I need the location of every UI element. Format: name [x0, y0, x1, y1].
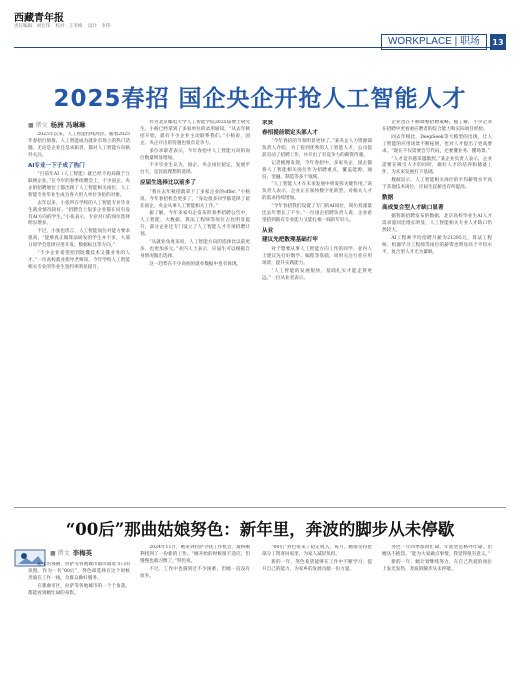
paragraph: AI工程师平均招聘月薪为21395元，算法工程师、机器学习工程师等岗位的薪资也明显高于平均水平，复合型人才尤为紧缺。	[382, 235, 492, 255]
subheading: 从业	[262, 227, 274, 234]
byline-tag: ■ 撰文	[50, 550, 70, 557]
subheading: 数据	[382, 195, 394, 202]
paragraph: “不少企业希望招到既懂技术又懂业务的人才。”一位高校就业指导老师说，今年学校人工智能相关专业的毕业生签约率明显提升。	[28, 251, 130, 270]
article1-column-1	[28, 132, 130, 502]
byline-1	[28, 120, 85, 129]
article-divider	[14, 507, 506, 508]
byline-tag: ■ 撰文	[28, 122, 48, 129]
paragraph: 数据显示，人工智能相关岗位的平均薪资水平高于其他技术岗位，应届生起薪也有所提高。	[382, 178, 492, 191]
paragraph: “人才竞争越来越激烈。”某企业负责人表示，企业需要在吸引人才的同时，做好人才的培养和储备工作，为未来发展打下基础。	[382, 156, 492, 176]
paragraph: 同去年相比，DeepSeek等大模型的出现，让人工智能的应用场景不断拓展，也对人才提出了更高要求。“现在不仅需要会写代码，还要懂业务、懂场景。”	[382, 134, 492, 154]
paragraph: “今年春招的节奏明显更快了。”某央企人力资源部负责人介绍，为了抢到优秀的人工智能人才，公司提前启动了招聘工作，并开出了有竞争力的薪资待遇。	[262, 139, 372, 158]
paragraph: 2024年11月，她来到拉萨寻找工作机会，最终顺利找到了一份新的工作。“刚开始的时候很不适应，但慢慢也就习惯了。”努色说。	[140, 545, 250, 564]
section-label: WORKPLACE | 职场	[381, 34, 487, 50]
article2-column-3	[262, 545, 372, 690]
paragraph: “00后”努色带来了稳定收入，每月，她都坚持把部分工资寄回家里，为家人减轻负担。	[262, 545, 372, 557]
page-number: 13	[490, 34, 506, 50]
paragraph: “人工智能人才在未来发展中将发挥关键作用。”该负责人表示，企业正在加快数字化转型，对相关人才的需求持续增加。	[262, 182, 372, 202]
top-rule	[14, 47, 506, 48]
paragraph: 2025年以来，人工智能持续高热。随着2025年春招行情推，人工智能成为就业市场上的热门话题。无论是企业还是求职者，都对人工智能方向格外关注。	[28, 132, 130, 158]
byline-2	[50, 548, 92, 557]
paragraph: “目前年AI（人工智能）就已经不再局限于互联网企业。”在今年的春季招聘会上，不少国企、央企的招聘展位上都出现了人工智能相关岗位，人工智能专业毕业生成为各大用人单位争抢的对象。	[28, 172, 130, 198]
meta-designer: 设计：李伟	[87, 24, 111, 29]
paragraph: “人工智能的发展很快，基础扎实才能走得更远。”一位从业者表示。	[262, 268, 372, 281]
paragraph: 这一趋势在不少高校的就业数据中也有体现。	[149, 261, 242, 267]
article2-column-4	[382, 545, 492, 690]
main-headline: 2025春招 国企央企开抢人工智能人才	[53, 86, 467, 112]
paragraph: 对于想要从事人工智能方向工作的同学，业内人士建议先打好数学、编程等基础，同时关注行业应用场景，提升实践能力。	[262, 246, 372, 266]
subheading: 建议先把数理基础打牢	[262, 237, 318, 244]
edition-meta	[14, 23, 114, 29]
subheading: AI专业一下子成了热门	[28, 162, 85, 169]
paragraph: “我在去年秋招就拿下了多家企业的offer。”小杨说，今年春招机会更多了，“身边很多同学都选择了留在国企、央企从事人工智能相关工作。”	[140, 189, 250, 209]
subheading: 高成复合型人才缺口显著	[382, 204, 444, 211]
paragraph: 不过，小张也坦言，人工智能岗位对能力要求很高，“能够真正做算法研发的学生并不多，大部分同学会选择应用开发、数据标注等方向。”	[28, 229, 130, 249]
article1-column-4	[382, 120, 492, 502]
meta-proofreader: 校对：王冬梅	[55, 24, 83, 29]
paragraph: 企业也在不断调整招聘策略。据了解，不少企业在招聘中更看重应聘者的综合能力和实际项目经验。	[382, 120, 492, 132]
subheading: 春招提前锁定头部人才	[262, 129, 318, 136]
paragraph: 新的一年，努色希望能够在工作中不断学习，提升自己的能力，为家乡的发展贡献一份力量。	[262, 559, 372, 572]
paragraph: 多位求职者表示，今年春招中人工智能方向的岗位数量明显增加。	[140, 148, 250, 161]
subheading: 求贤	[262, 120, 274, 126]
paragraph: “从就业角度来说，人工智能方向的选择比以前更多，也更加多元。”业内人士表示，应届生可以根据自身情况做出选择。	[140, 240, 250, 259]
paragraph: 努色一年四季都很忙碌，年底更是格外忙碌，但她从不抱怨。“能为大家做点事情，我觉得很有意义。”	[382, 545, 492, 557]
meta-editor: 责任编辑：刘宏伟	[14, 24, 50, 29]
paragraph: 去年以来，小张所在学校的人工智能专业毕业生就业情况较好。“招聘会上很多企业都在问有没有AI方向的学生。”小张表示，专业对口的岗位选择明显增多。	[28, 200, 130, 227]
paragraph: 据智联招聘发布的数据，北京高校毕业生AI人才需求量同比增长明显，人工智能相关专业人才缺口仍然较大。	[382, 214, 492, 233]
paragraph: 新的一年，她计划继续努力，在自己热爱的岗位上发光发热，奔波的脚步从未停歇。	[382, 559, 492, 572]
article1-column-3	[262, 120, 372, 502]
article2-column-1	[28, 562, 130, 690]
second-headline: “00后”那曲姑娘努色：新年里，奔波的脚步从未停歇	[65, 520, 455, 539]
paragraph: 在那曲市区，拉萨等各地城市的一个个角落，都能看到她忙碌的身影。	[28, 583, 130, 596]
paragraph: “今年春招我们设置了专门的AI岗位，简历投递量比去年增长了不少。”一位国企招聘负责人说，企业希望招到既有专业能力又能扎根一线的年轻人。	[262, 204, 372, 223]
paper-name: 西藏青年报	[14, 13, 64, 24]
masthead	[0, 0, 520, 47]
byline-authors: 李梅英	[72, 549, 93, 557]
paragraph: 记者梳理发现，今年春招中，多家央企、国企都将人工智能相关岗位作为招聘重点，覆盖能源、通信、金融、制造等多个领域。	[262, 160, 372, 180]
article2-column-2	[140, 545, 250, 690]
paragraph: 不少毕业生认为，国企、央企岗位稳定，发展平台大，是比较理想的选择。	[140, 163, 250, 176]
article1-column-2	[140, 120, 250, 502]
paragraph: 新年的那曲，拉萨等各地城市都洋溢着节日的氛围。作为一名“00后”，努色却选择在这个时候奔波在工作一线，为群众做好服务。	[28, 562, 130, 581]
paragraph: 据了解，今年多家央企发布的春季招聘公告中，人工智能、大数据、算法工程师等岗位占比明显提升，部分企业还专门设立了人工智能人才专项招聘计划。	[140, 211, 250, 238]
byline-authors: 杨洲 冯琳琳	[50, 121, 86, 129]
subheading: 应届生选择比以前多了	[140, 180, 196, 187]
paragraph: 不过，工作中也遇到过不少困难，但她一直没有放弃。	[140, 566, 250, 579]
paragraph: 作为北京邮电大学人工智能学院2025届博士研究生，小杨已经拿到了多家单位的录用通知。“从去年秋招开始，就有不少企业主动联系我们。”小杨说，国企、央企开出的待遇也很有竞争力。	[140, 120, 250, 146]
